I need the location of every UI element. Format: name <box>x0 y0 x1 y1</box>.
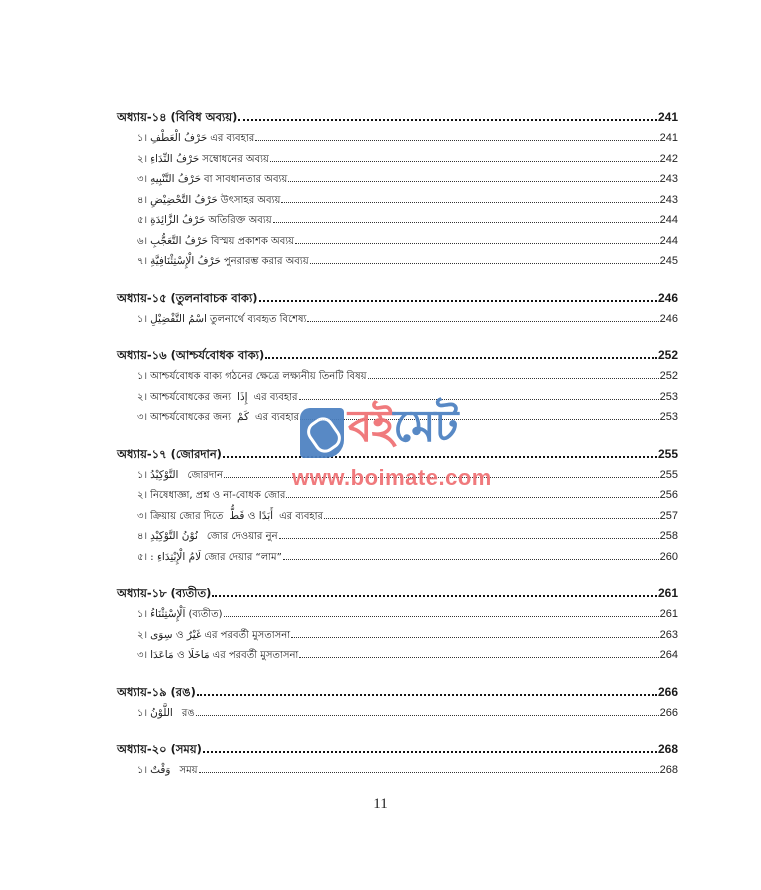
arabic-term: اَلْإِسْتِثْنَاءُ <box>150 608 186 620</box>
page-number: 261 <box>659 608 678 620</box>
dot-leader <box>283 558 659 560</box>
dot-leader <box>310 262 659 264</box>
page-number: 241 <box>657 110 678 124</box>
dot-leader <box>223 455 657 458</box>
page-number: 246 <box>659 312 678 325</box>
toc-entry[interactable] <box>117 309 678 330</box>
entry-number: ৬। <box>137 235 148 247</box>
dot-leader <box>238 118 657 121</box>
entry-text: রঙ <box>181 707 195 719</box>
entry-text: এর পরবর্তী মুসতাসনা <box>204 629 291 641</box>
chapter-title: অধ্যায়-১৪ (বিবিধ অব্যয়) <box>117 110 238 124</box>
page-number: 252 <box>659 370 678 382</box>
arabic-term: حَرْفُ التَّحْضِيْضِ <box>150 193 218 206</box>
entry-text: আশ্চর্যবোধকের জন্য <box>150 412 232 423</box>
dot-leader <box>224 615 659 617</box>
entry-number: ১। <box>137 707 148 719</box>
entry-text: আশ্চর্যবোধক বাক্য গঠনের ক্ষেত্রে লক্ষ্যনীয় তিনটি বিষয় <box>150 371 367 382</box>
entry-text: সময় <box>179 765 198 776</box>
page-number: 268 <box>659 764 678 776</box>
chapter-title: অধ্যায়-১৮ (ব্যতীত) <box>117 586 212 600</box>
dot-leader <box>299 656 658 658</box>
entry-text: বিস্ময় প্রকাশক অব্যয় <box>211 235 295 247</box>
entry-number: ১। <box>137 609 148 620</box>
entry-text: পুনরারম্ভ করার অব্যয় <box>223 256 309 267</box>
dot-leader <box>368 377 659 379</box>
entry-text: জোর দেয়ার “লাম” <box>204 551 282 563</box>
page-number: 255 <box>657 446 678 461</box>
toc-entry[interactable] <box>117 128 678 149</box>
entry-text: বা সাবধানতার অব্যয় <box>204 174 288 185</box>
page-number: 266 <box>659 706 678 719</box>
toc-entry[interactable] <box>117 231 678 252</box>
page-number: 257 <box>659 509 678 522</box>
entry-text-suffix: এর ব্যবহার <box>255 412 300 423</box>
dot-leader <box>203 750 657 753</box>
page-number: 253 <box>659 390 678 403</box>
chapter-19 <box>117 682 678 724</box>
dot-leader <box>196 714 659 716</box>
page-number: 266 <box>657 684 678 699</box>
dot-leader <box>291 636 659 638</box>
page-number: 246 <box>657 290 678 305</box>
watermark-url: www.boimate.com <box>292 465 492 490</box>
page-number: 264 <box>659 649 678 661</box>
entry-number: ২। <box>137 153 148 165</box>
chapter-title: অধ্যায়-১৭ (জোরদান) <box>117 446 222 461</box>
page-number: 243 <box>659 173 678 185</box>
dot-leader <box>279 537 659 539</box>
toc-entry[interactable] <box>117 485 678 506</box>
entry-text: অতিরিক্ত অব্যয় <box>208 215 272 226</box>
dot-leader <box>212 594 657 597</box>
chapter-heading[interactable] <box>117 288 678 309</box>
toc-entry[interactable] <box>117 169 678 190</box>
entry-number: ৫। <box>137 215 148 226</box>
chapter-title: অধ্যায়-১৫ (তুলনাবাচক বাক্য) <box>117 290 258 305</box>
dot-leader <box>281 201 658 203</box>
page-number: 244 <box>659 214 678 226</box>
watermark-title-red: বই <box>348 401 394 452</box>
page-number: 243 <box>659 193 678 206</box>
entry-text: (ব্যতীত) <box>188 609 223 620</box>
entry-text: নিষেধাজ্ঞা, প্রশ্ন ও না-বোধক জোর <box>150 490 286 501</box>
entry-number: ১। <box>137 133 148 144</box>
chapter-title: অধ্যায়-২০ (সময়) <box>117 742 202 756</box>
chapter-heading[interactable] <box>117 444 678 465</box>
entry-text: জোর দেওয়ার নুন <box>206 531 278 542</box>
toc-entry[interactable] <box>117 506 678 527</box>
page-number: 268 <box>657 742 678 756</box>
entry-number: ১। <box>137 765 148 776</box>
chapter-title: অধ্যায়-১৯ (রঙ) <box>117 684 196 699</box>
dot-leader <box>286 496 658 498</box>
arabic-term: حَرْفُ التَّنْبِيهِ <box>150 173 202 185</box>
entry-number: ৫। <box>137 551 148 563</box>
table-of-contents <box>117 107 678 797</box>
entry-text: আশ্চর্যবোধকের জন্য <box>150 391 232 403</box>
entry-number: ৩। <box>137 412 148 423</box>
page-number: 263 <box>659 628 678 641</box>
entry-number: ৪। <box>137 531 148 542</box>
entry-number: ৩। <box>137 174 148 185</box>
page-number: 253 <box>659 411 678 423</box>
entry-number: ৩। <box>137 650 148 661</box>
entry-number: ২। <box>137 629 148 641</box>
page-number: 241 <box>659 132 678 144</box>
dot-leader <box>224 476 659 478</box>
arabic-term: حَرْفُ الْإِسْتِئْنَافِيَّةِ <box>150 255 221 267</box>
entry-number: ১। <box>137 469 148 481</box>
dot-leader <box>273 221 659 223</box>
arabic-term: التَّوْكِيْدُ <box>150 468 179 481</box>
arabic-term: إِذَا <box>237 390 248 403</box>
page-folio-number: 11 <box>373 796 388 812</box>
entry-text: উৎসাহর অব্যয় <box>220 194 281 206</box>
arabic-term: حَرْفُ الْعَطْفِ <box>150 132 208 144</box>
dot-leader <box>259 299 657 302</box>
toc-entry[interactable] <box>117 387 678 408</box>
toc-entry[interactable] <box>117 465 678 486</box>
entry-text: এর ব্যবহার <box>210 133 255 144</box>
entry-text: ক্রিয়ায় জোর দিতে <box>150 510 224 522</box>
toc-entry[interactable] <box>117 604 678 625</box>
chapter-heading[interactable] <box>117 739 678 760</box>
page-number: 260 <box>659 550 678 563</box>
chapter-14 <box>117 107 678 272</box>
chapter-17 <box>117 444 678 568</box>
dot-leader <box>199 771 659 773</box>
arabic-term: حَرْفُ التَّعَجُّبِ <box>150 234 209 247</box>
entry-number: ১। <box>137 371 148 382</box>
toc-entry[interactable] <box>117 526 678 547</box>
entry-text-suffix: এর ব্যবহার <box>253 391 298 403</box>
chapter-18 <box>117 583 678 666</box>
page-number: 242 <box>659 152 678 165</box>
arabic-term: مَاخَلَا ও مَاعَدَا <box>150 649 210 661</box>
arabic-term: غَيْرٌ ও سِوَى <box>150 628 202 641</box>
chapter-15 <box>117 288 678 330</box>
page-number: 261 <box>657 586 678 600</box>
entry-text-suffix: এর ব্যবহার <box>279 510 324 522</box>
arabic-term: حَرْفُ النِّدَاءِ <box>150 152 200 165</box>
dot-leader <box>265 356 657 359</box>
toc-entry[interactable] <box>117 625 678 646</box>
entry-text: এর পরবর্তী মুসতাসনা <box>212 650 299 661</box>
toc-entry[interactable] <box>117 190 678 211</box>
entry-number: ২। <box>137 490 148 501</box>
dot-leader <box>197 693 657 696</box>
dot-leader <box>299 398 659 400</box>
arabic-term: لَامُ الْإِبْتِدَاءِ : <box>150 550 202 563</box>
chapter-heading[interactable] <box>117 682 678 703</box>
toc-entry[interactable] <box>117 547 678 568</box>
page-number: 255 <box>659 468 678 481</box>
arabic-term: حَرْفُ الزَّائِدَةِ <box>150 214 206 226</box>
arabic-term: اللَّوْنُ <box>150 706 173 719</box>
arabic-term: نُوْنُ التَّوْكِيْدِ <box>150 530 198 542</box>
arabic-term: أَبَدًا ও قَطُّ <box>229 509 274 522</box>
arabic-term: كَمْ <box>237 411 250 423</box>
toc-entry[interactable] <box>117 210 678 231</box>
page-number: 245 <box>659 255 678 267</box>
dot-leader <box>307 320 658 322</box>
entry-number: ১। <box>137 313 148 325</box>
toc-entry[interactable] <box>117 760 678 781</box>
entry-text: তুলনার্থে ব্যবহৃত বিশেষ্য <box>209 313 307 325</box>
entry-text: সম্বোধনের অব্যয় <box>202 153 269 165</box>
entry-number: ৭। <box>137 256 148 267</box>
entry-number: ৪। <box>137 194 148 206</box>
entry-number: ৩। <box>137 510 148 522</box>
dot-leader <box>255 139 658 141</box>
dot-leader <box>324 517 659 519</box>
chapter-heading[interactable] <box>117 583 678 604</box>
dot-leader <box>270 160 659 162</box>
chapter-heading[interactable] <box>117 107 678 128</box>
chapter-20 <box>117 739 678 781</box>
entry-text: জোরদান <box>187 469 223 481</box>
watermark-title-blue: মেট <box>393 401 458 452</box>
arabic-term: اسْمُ التَّفْضِيْلِ <box>150 312 207 325</box>
toc-entry[interactable] <box>117 149 678 170</box>
page-number: 252 <box>657 348 678 362</box>
page-number: 258 <box>659 530 678 542</box>
page-number: 256 <box>659 489 678 501</box>
chapter-title: অধ্যায়-১৬ (আশ্চর্যবোধক বাক্য) <box>117 348 265 362</box>
toc-entry[interactable] <box>117 645 678 666</box>
toc-entry[interactable] <box>117 703 678 724</box>
chapter-16 <box>117 345 678 428</box>
dot-leader <box>295 242 659 244</box>
toc-entry[interactable] <box>117 251 678 272</box>
chapter-heading[interactable] <box>117 345 678 366</box>
dot-leader <box>300 418 659 420</box>
arabic-term: وَقْتٌ <box>150 764 171 776</box>
entry-number: ২। <box>137 391 148 403</box>
toc-entry[interactable] <box>117 366 678 387</box>
toc-entry[interactable] <box>117 407 678 428</box>
page-number: 244 <box>659 234 678 247</box>
dot-leader <box>288 180 658 182</box>
